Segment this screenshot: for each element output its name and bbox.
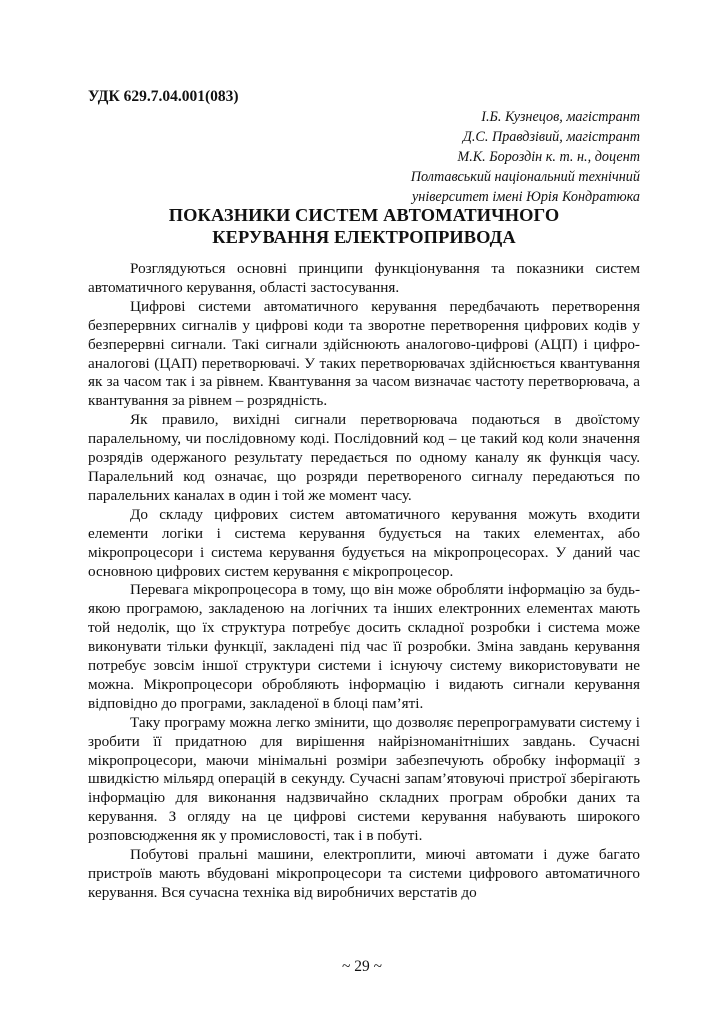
udc-code: УДК 629.7.04.001(083): [88, 88, 239, 105]
author-borozdin: М.К. Бороздін к. т. н., доцент: [457, 149, 640, 165]
paragraph-output-codes: Як правило, вихідні сигнали перетворювача подаються в двоїстому паралельному, чи послідовному коді. Послідовний код – це такий код коли значення розрядів одержаного результату передається по одному каналу як функція часу. Паралельний код означає, що розряди перетвореного сигналу передаються по паралельних каналах в один і той же момент часу.: [88, 411, 640, 504]
author-block: [411, 107, 640, 207]
title-line-1: ПОКАЗНИКИ СИСТЕМ АВТОМАТИЧНОГО: [168, 205, 560, 225]
paragraph-digital-systems: Цифрові системи автоматичного керування передбачають перетворення безперервних сигналів у цифрові коди та зворотне перетворення цифрових кодів у безперервні сигнали. Такі сигнали здійснюють аналогово-цифрові (АЦП) і цифро-аналогові (ЦАП) перетворювачі. У таких перетворювачах здійснюється квантування як за часом так і за рівнем. Квантування за часом визначає частоту перетворювача, а квантування за рівнем – розрядність.: [88, 297, 640, 410]
paper-title: [88, 204, 640, 248]
affiliation-line-1: Полтавський національний технічний: [410, 169, 640, 185]
title-line-2: КЕРУВАННЯ ЕЛЕКТРОПРИВОДА: [212, 227, 516, 247]
paragraph-advantage: Перевага мікропроцесора в тому, що він може обробляти інформацію за будь-якою програмою, закладеною на логічних та інших електронних елементах мають той недолік, що їх структура потребує досить складної розробки і система може виконувати тільки функції, закладені під час її розробки. Зміна завдань керування потребує зовсім іншої структури системи і існуючу систему використовувати не можна. Мікропроцесори обробляють інформацію і видають сигнали керування відповідно до програми, закладеної в блоці пам’яті.: [88, 581, 640, 712]
page-number: ~ 29 ~: [341, 958, 383, 975]
affiliation-line-2: університет імені Юрія Кондратюка: [411, 189, 640, 205]
paragraph-reprogramming: Таку програму можна легко змінити, що дозволяє перепрограмувати систему і зробити її придатною для вирішення найрізноманітніших завдань. Сучасні мікропроцесори, маючи мінімальні розміри забезпечують обробку інформації з швидкістю мільярд операцій в секунду. Сучасні запам’ятовуючі пристрої зберігають інформацію для виконання надзвичайно складних програм обробки даних та керування. З огляду на це цифрові системи керування набувають широкого розповсюдження як у промисловості, так і в побуті.: [88, 713, 640, 845]
paper-body: [88, 260, 640, 903]
author-kuznetsov: І.Б. Кузнецов, магістрант: [481, 109, 640, 125]
paragraph-composition: До складу цифрових систем автоматичного керування можуть входити елементи логіки і система керування будується на таких елементах, або мікропроцесори і система керування будується на мікропроцесорах. У даний час основною цифрових систем керування є мікропроцесор.: [88, 505, 640, 580]
paragraph-abstract: Розглядуються основні принципи функціонування та показники систем автоматичного керування, області застосування.: [88, 260, 640, 296]
paragraph-household: Побутові пральні машини, електроплити, миючі автомати і дуже багато пристроїв мають вбудовані мікропроцесори та системи цифрового автоматичного керування. Вся сучасна техніка від виробничих верстатів до: [88, 846, 640, 901]
author-pravdzivyi: Д.С. Правдзівий, магістрант: [462, 129, 640, 145]
